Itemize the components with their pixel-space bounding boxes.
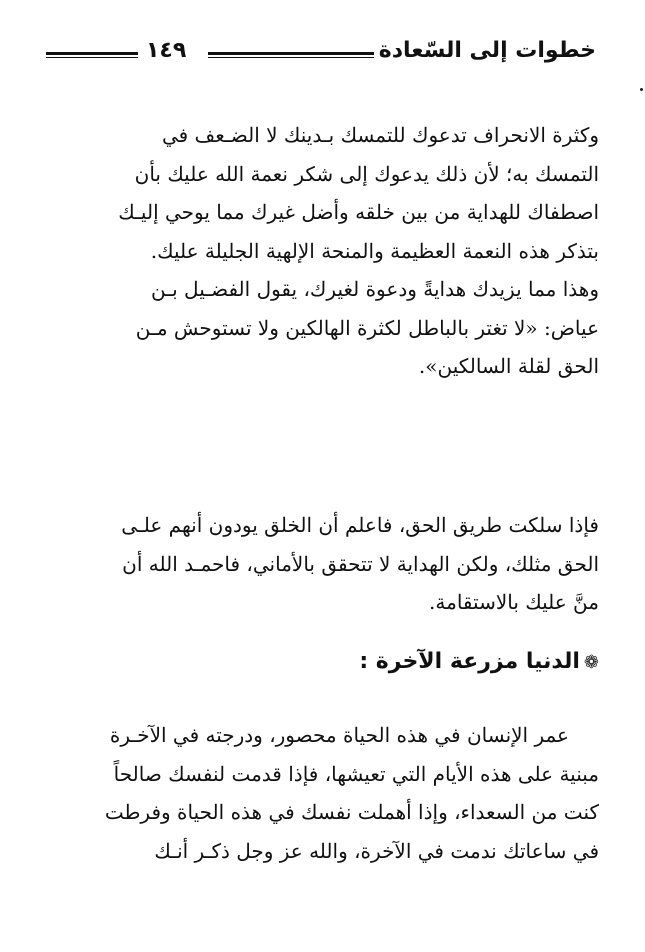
- print-speck: [640, 88, 643, 91]
- header-rule-long: [208, 52, 374, 55]
- paragraph-1: [44, 116, 599, 386]
- page-number: ١٤٩: [146, 38, 187, 63]
- section-heading-text: الدنيا مزرعة الآخرة :: [359, 649, 580, 674]
- running-header: [46, 36, 596, 70]
- text-line: مبنية على هذه الأيام التي تعيشها، فإذا قدمت لنفسك صالحاً: [113, 761, 599, 786]
- text-line: الحق مثلك، ولكن الهداية لا تتحقق بالأماني، فاحمـد الله أن: [122, 551, 599, 576]
- text-line: اصطفاك للهداية من بين خلقه وأضل غيرك مما يوحي إليـك: [118, 200, 599, 224]
- text-line: في ساعاتك ندمت في الآخرة، والله عز وجل ذكـر أنـك: [154, 838, 599, 863]
- paragraph-3: [44, 506, 599, 622]
- text-line: الحق لقلة السالكين».: [418, 354, 599, 378]
- paragraph-4: [44, 716, 599, 870]
- section-heading: [359, 644, 599, 681]
- text-line: بتذكر هذه النعمة العظيمة والمنحة الإلهية الجليلة عليك.: [150, 238, 599, 263]
- flower-ornament-icon: ❁: [583, 652, 599, 673]
- text-line: وكثرة الانحراف تدعوك للتمسك بـدينك لا الضـعف في: [161, 123, 599, 147]
- text-line: كنت من السعداء، وإذا أهملت نفسك في هذه الحياة وفرطت: [104, 800, 599, 824]
- text-line: وهذا مما يزيدك هدايةً ودعوة لغيرك، يقول الفضـيل بـن: [151, 277, 599, 301]
- header-rule-short: [46, 52, 138, 55]
- text-line: التمسك به؛ لأن ذلك يدعوك إلى شكر نعمة الله عليك بأن: [134, 161, 599, 186]
- text-line: عمر الإنسان في هذه الحياة محصور، ودرجته في الآخـرة: [109, 723, 569, 747]
- text-line: عياض: «لا تغتر بالباطل لكثرة الهالكين ولا تستوحش مـن: [135, 315, 599, 340]
- text-line: منَّ عليك بالاستقامة.: [429, 590, 599, 614]
- book-title: خطوات إلى السّعادة: [378, 38, 596, 63]
- text-line: فإذا سلكت طريق الحق، فاعلم أن الخلق يودون أنهم علـى: [121, 513, 599, 537]
